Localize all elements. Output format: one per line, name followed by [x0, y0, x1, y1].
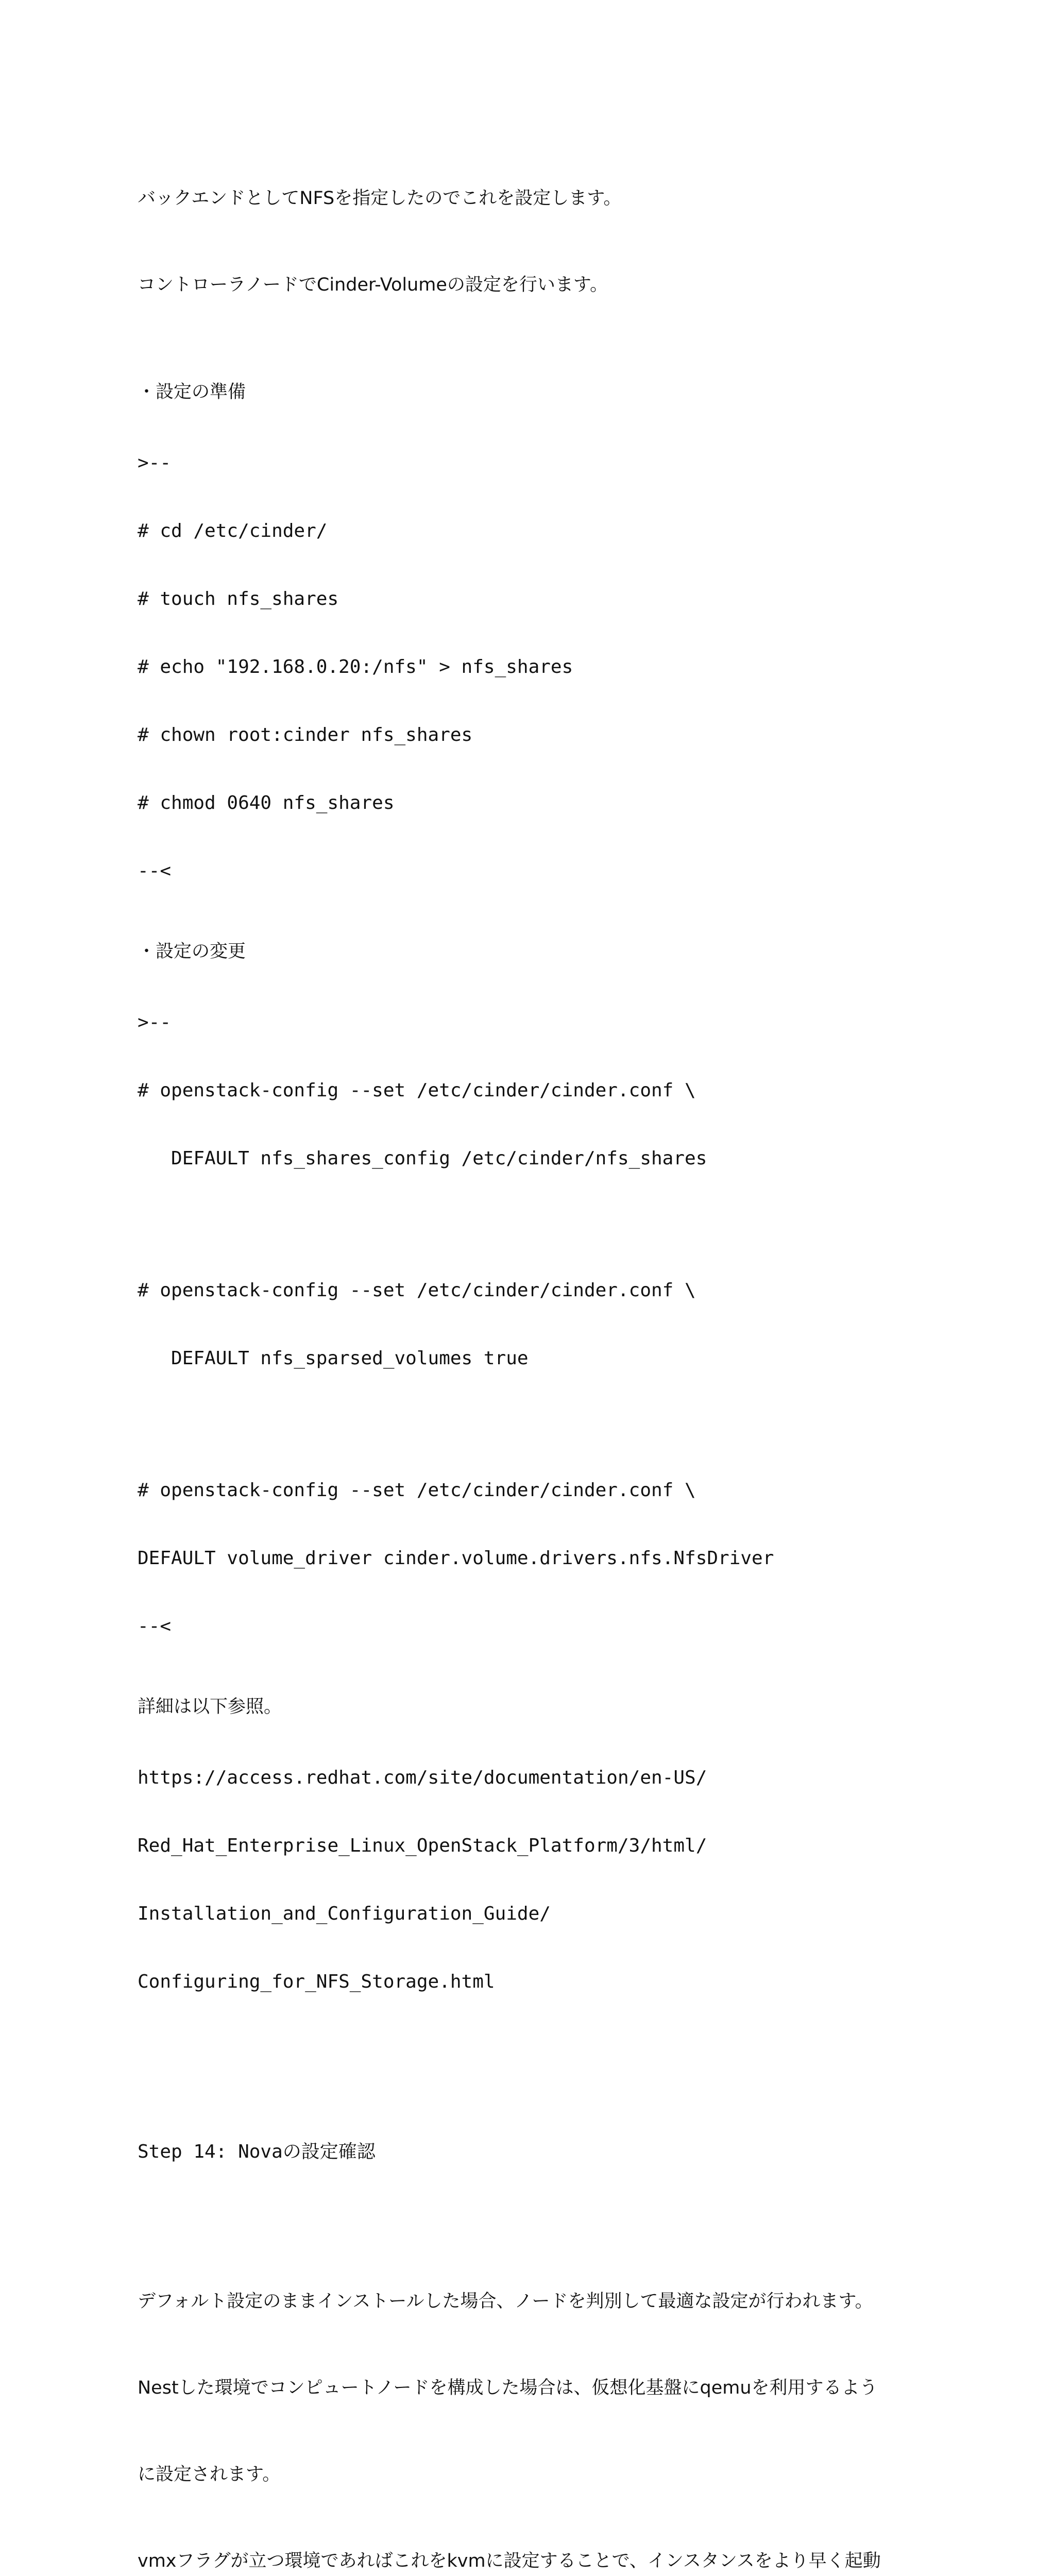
paragraph-line: Nestした環境でコンピュートノードを構成した場合は、仮想化基盤にqemuを利用するよう [138, 2378, 878, 2398]
section-heading-change: ・設定の変更 [138, 941, 246, 962]
code-line: # openstack-config --set /etc/cinder/cinder.conf \ [138, 1480, 696, 1501]
code-line: # touch nfs_shares [138, 588, 339, 609]
code-line: DEFAULT volume_driver cinder.volume.drivers.nfs.NfsDriver [138, 1548, 774, 1569]
code-line: # openstack-config --set /etc/cinder/cinder.conf \ [138, 1080, 696, 1101]
reference-label: 詳細は以下参照。 [138, 1697, 282, 1717]
intro-line: バックエンドとしてNFSを指定したのでこれを設定します。 [138, 188, 622, 209]
code-line: >-- [138, 1012, 172, 1033]
step14-paragraph-1 [138, 2229, 941, 2576]
document-page [138, 126, 941, 2576]
code-line: # echo "192.168.0.20:/nfs" > nfs_shares [138, 656, 573, 677]
code-line: # chmod 0640 nfs_shares [138, 792, 395, 814]
paragraph-line: vmxフラグが立つ環境であればこれをkvmに設定することで、インスタンスをより早く起動 [138, 2551, 881, 2571]
paragraph-line: デフォルト設定のままインストールした場合、ノードを判別して最適な設定が行われます。 [138, 2291, 873, 2312]
code-line: DEFAULT nfs_sparsed_volumes true [138, 1348, 529, 1369]
step14-title [138, 2095, 941, 2209]
step-title-text: Step 14: Novaの設定確認 [138, 2141, 376, 2162]
code-line [138, 1215, 941, 1234]
code-line: >-- [138, 452, 172, 473]
code-line: # openstack-config --set /etc/cinder/cinder.conf \ [138, 1280, 696, 1301]
code-line: # chown root:cinder nfs_shares [138, 724, 473, 745]
url-line[interactable]: Configuring_for_NFS_Storage.html [138, 1971, 495, 1992]
code-block-change [138, 966, 941, 1683]
url-line[interactable]: Red_Hat_Enterprise_Linux_OpenStack_Platform/3/html/ [138, 1835, 707, 1856]
code-line [138, 1415, 941, 1434]
url-line[interactable]: https://access.redhat.com/site/documentation/en-US/ [138, 1767, 707, 1788]
code-line: # cd /etc/cinder/ [138, 520, 328, 541]
section-heading-prepare: ・設定の準備 [138, 382, 246, 402]
code-line: --< [138, 860, 172, 882]
paragraph-line: に設定されます。 [138, 2464, 281, 2485]
code-line: DEFAULT nfs_shares_config /etc/cinder/nfs_shares [138, 1148, 707, 1169]
intro-text [138, 126, 941, 357]
url-line[interactable]: Installation_and_Configuration_Guide/ [138, 1903, 551, 1924]
intro-line: コントローラノードでCinder-Volumeの設定を行います。 [138, 275, 608, 295]
code-line: --< [138, 1616, 172, 1637]
reference-url[interactable] [138, 1721, 941, 2039]
code-block-prepare [138, 406, 941, 928]
